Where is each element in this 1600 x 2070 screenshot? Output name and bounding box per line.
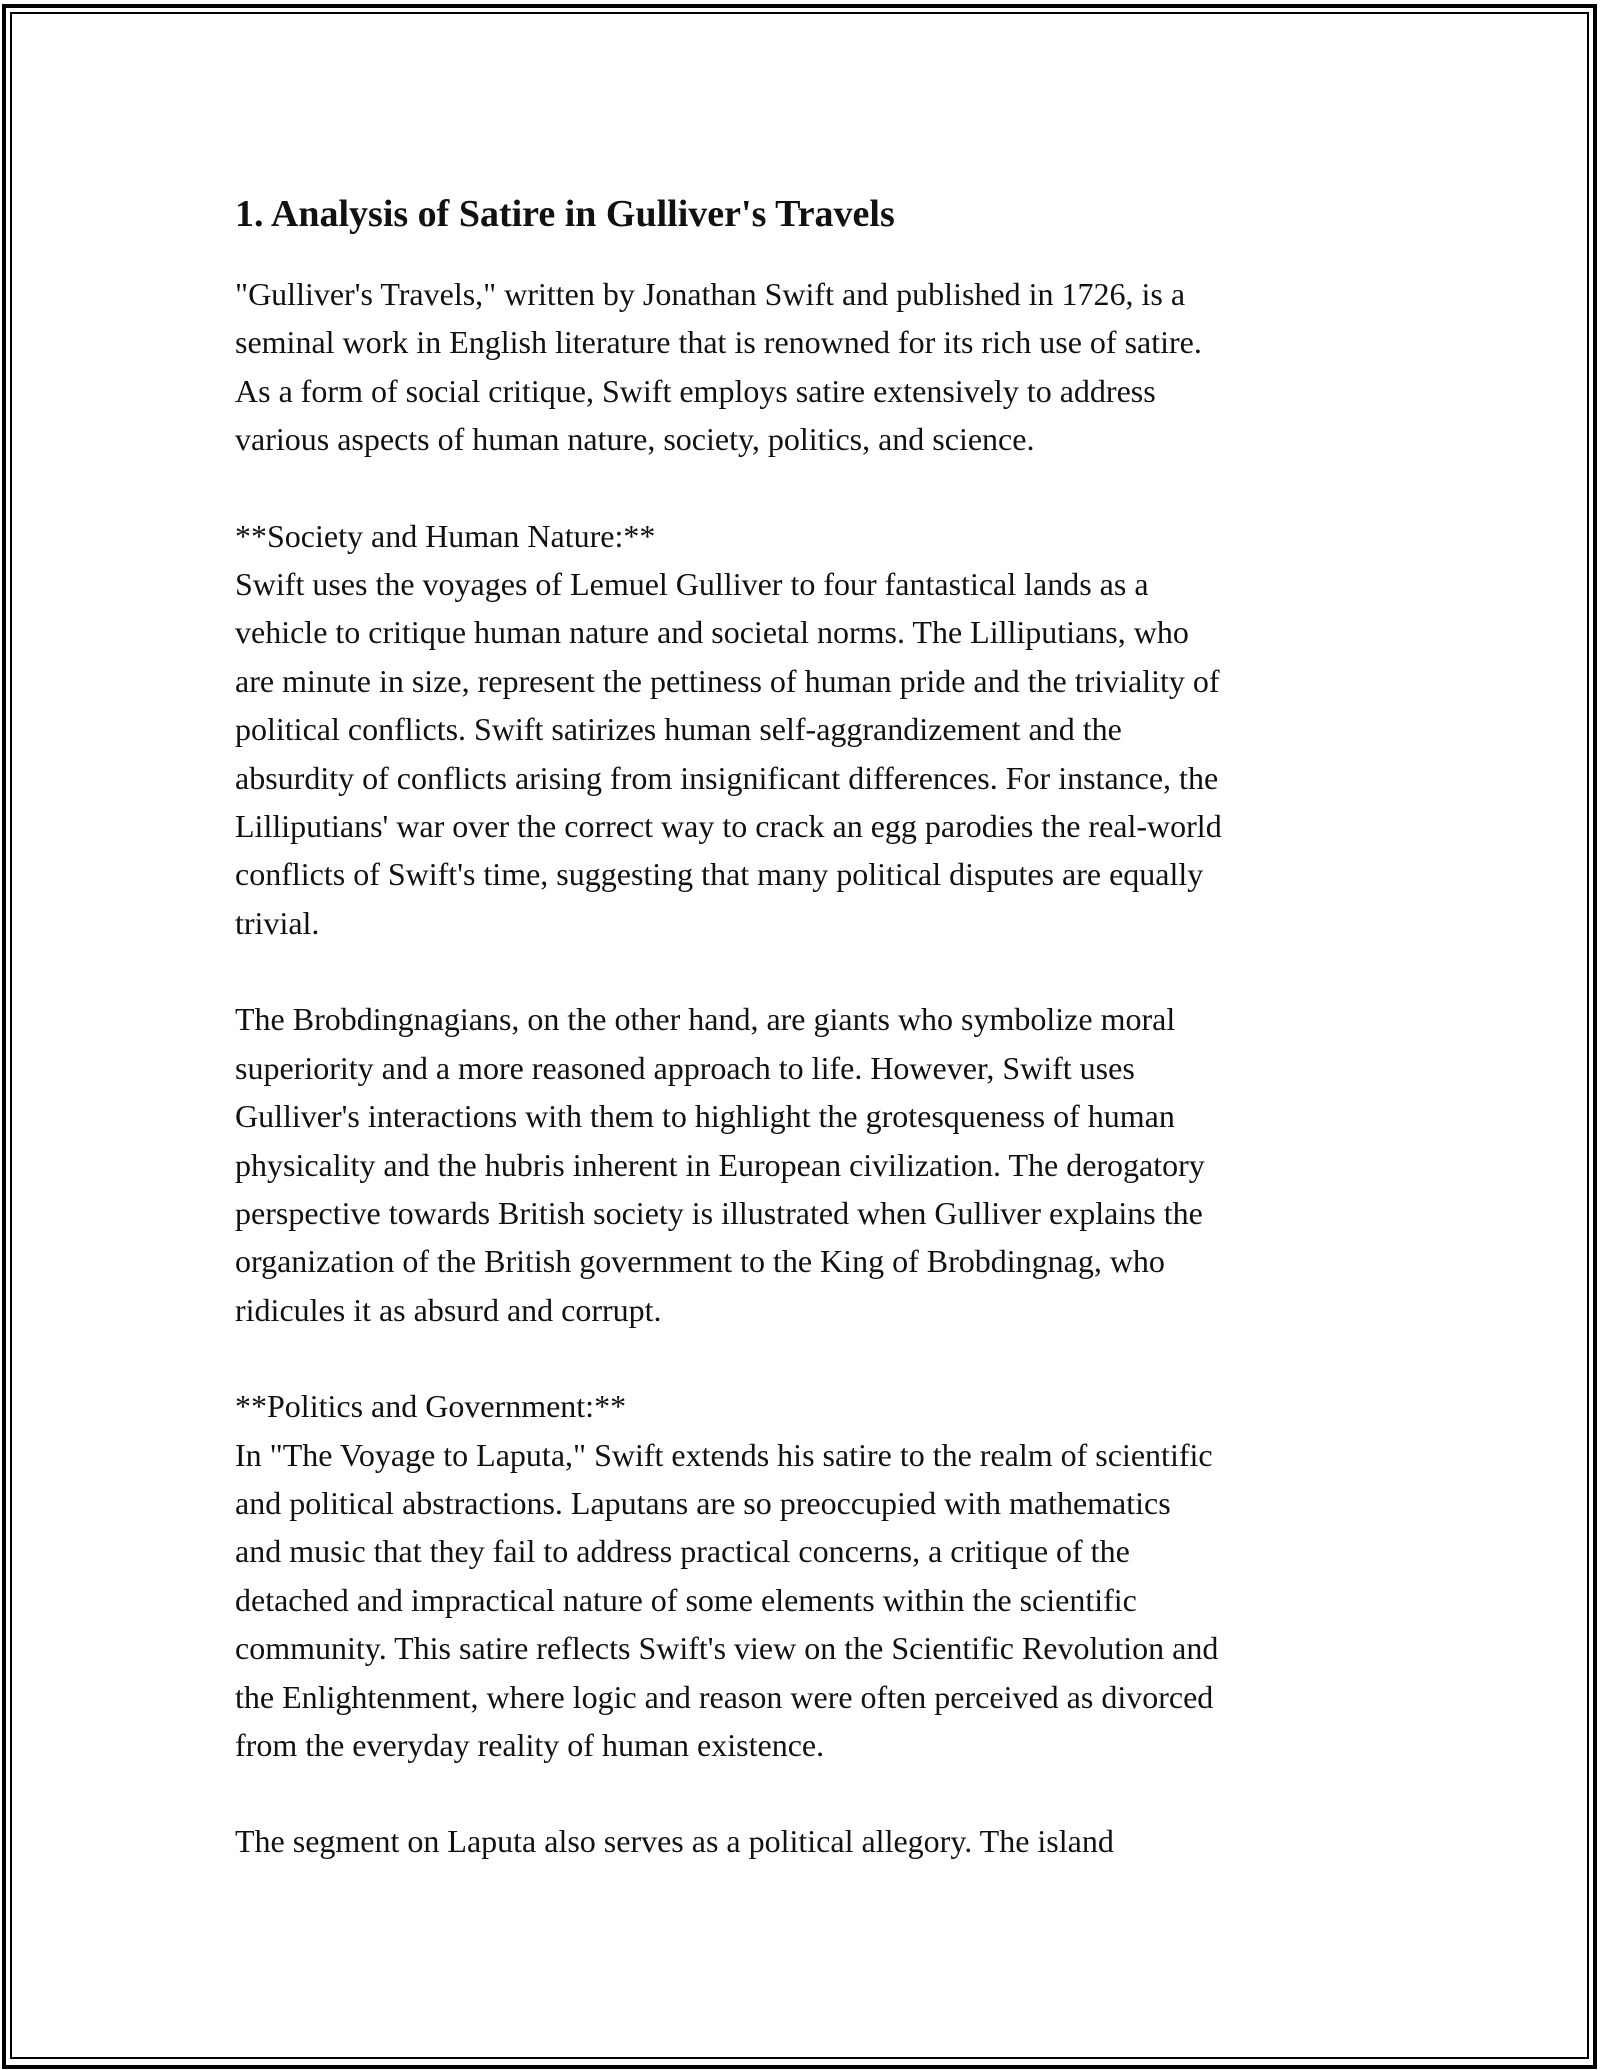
- paragraph-society-human-nature: **Society and Human Nature:** Swift uses the voyages of Lemuel Gulliver to four fantastical lands as a vehicle to critique human nature and societal norms. The Lilliputians, who are minute in size, represent the pettiness of human pride and the triviality of political conflicts. Swift satirizes human self-aggrandizement and the absurdity of conflicts arising from insignificant differences. For instance, the Lilliputians' war over the correct way to crack an egg parodies the real-world conflicts of Swift's time, suggesting that many political disputes are equally trivial.: [235, 517, 1222, 941]
- paragraph-brobdingnagians: The Brobdingnagians, on the other hand, are giants who symbolize moral superiority and a more reasoned approach to life. However, Swift uses Gulliver's interactions with them to highlight the grotesqueness of human physicality and the hubris inherent in European civilization. The derogatory perspective towards British society is illustrated when Gulliver explains the organization of the British government to the King of Brobdingnag, who ridicules it as absurd and corrupt.: [235, 1001, 1205, 1328]
- document-body: [235, 188, 1395, 1914]
- paragraph-introduction: "Gulliver's Travels," written by Jonathan Swift and published in 1726, is a seminal work in English literature that is renowned for its rich use of satire. As a form of social critique, Swift employs satire extensively to address various aspects of human nature, society, politics, and science.: [235, 276, 1202, 458]
- document-title: 1. Analysis of Satire in Gulliver's Travels: [235, 193, 895, 235]
- paragraph-politics-government: **Politics and Government:** In "The Voyage to Laputa," Swift extends his satire to the realm of scientific and political abstractions. Laputans are so preoccupied with mathematics and music that they fail to address practical concerns, a critique of the detached and impractical nature of some elements within the scientific community. This satire reflects Swift's view on the Scientific Revolution and the Enlightenment, where logic and reason were often perceived as divorced from the everyday reality of human existence.: [235, 1388, 1219, 1763]
- paragraph-laputa-allegory: The segment on Laputa also serves as a political allegory. The island: [235, 1823, 1114, 1860]
